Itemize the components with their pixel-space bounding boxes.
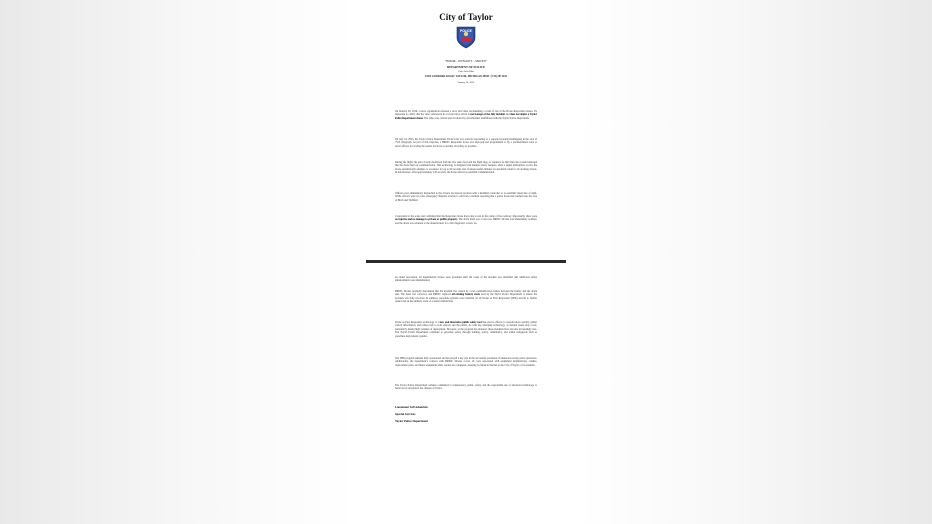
paragraph-7: BRINC Drones promptly determined that the incident was caused by a rare communication failure between the battery and the drone unit. The issue was corrected, and BRINC replaced all existing battery stock used by the Taylor Police Department to ensure the problem was fully resolved. In addition, parachute systems were installed on all Drone as First Responder (DFR) aircraft to further reduce risk in the unlikely event of a future malfunction. <box>395 290 537 304</box>
motto: "HONOR…INTEGRITY…SERVICE" <box>444 60 488 63</box>
letter-page-2 <box>366 263 566 524</box>
chief-name: Chief John Blair <box>458 70 474 73</box>
paragraph-4: Officers were immediately dispatched to the drone's last known location with a handheld controller to re-establish visual line of sight. While officers were en route, emergency dispatch received a call from a resident reporting that a police drone had crashed near the area of Birch and Wohlfeil. <box>395 192 537 202</box>
paragraph-10: The Taylor Police Department remains committed to transparency, public safety, and the responsible use of advanced technology to better serve and protect the citizens of Taylor. <box>395 384 537 391</box>
letter-date: January 30, 2026 <box>457 81 475 84</box>
department-name: DEPARTMENT OF POLICE <box>446 65 485 69</box>
paragraph-6: an added precaution, all departmental drones were grounded until the cause of the incident was identified and additional safety enhancements were implemented. <box>395 276 537 283</box>
signature-unit: Special Services <box>395 412 416 416</box>
paragraph-8: Drone as First Responder technology is a new and innovative public safety tool that allows officers to respond more quickly, gather critical information, and reduce risk to both officers and the public. As with any emerging technology, occasional issues may occur, particularly during high volumes of deployment. However, as the program has matured, these incidents have become increasingly rare. The Taylor Police Department continues to prioritize safety through training, policy, redundancy, and added safeguards such as parachute deployment systems. <box>395 321 537 338</box>
paragraph-1: On January 30, 2026, a news organization released a story and video documenting a crash of one of the Drone Responder drones. It's important to clarify that the video referenced in a recent news article is not footage of the July incident and does not depict a Taylor Police Department drone. The video was created and circulated by an individual unaffiliated with the Taylor Police Department. <box>395 110 537 120</box>
paragraph-2: On July 18, 2025, the Taylor Police Department Drone Unit was actively responding to a reported potential kidnapping in the area of 7555 Telegraph. As part of this response, a BRINC Responder drone was deployed and programmed to fly a predetermined route to assist officers in locating the parties involved as quickly and safely as possible. <box>395 138 537 148</box>
signature-department: Taylor Police Department <box>395 419 428 423</box>
city-title: City of Taylor <box>439 12 493 22</box>
paragraph-3: During the flight, the pilot closely monitored both the live video feed and the flight map, as required. At that time, the system indicated that the drone had lost communication. This technology is designed with multiple safety features; when a signal interruption occurs, the drone automatically attempts to reconnect for up to 90 seconds and, if unsuccessful, initiates an automatic return to its docking station. In this instance, after approximately 120 seconds, the drone did not re-establish communication. <box>395 161 537 175</box>
letter-page-1 <box>366 0 566 260</box>
police-badge-icon <box>455 25 477 49</box>
paragraph-5: I responded to the scene and confirmed that the Responder drone had come to rest in the center of the roadway. Importantly, there were no injuries and no damage to private or public property. The drone itself was a total loss. BRINC Drones was immediately notified, and the drone was returned to the manufacturer for a full diagnostic review. As <box>395 215 537 225</box>
badge-text: POLICE <box>460 29 472 34</box>
signature-name: Lieutenant Jeff Adamisin <box>395 405 428 409</box>
paragraph-9: The DFR program remains fully operational and has played a key role in the successful resolution of numerous recent police operations. Additionally, the department's contract with BRINC Drones covers all costs associated with equipment malfunctions, crashes, replacement parts, and future equipment while repairs are completed, ensuring no financial burden to the City of Taylor or its residents. <box>395 357 537 367</box>
address-line: 23555 GODDARD ROAD • TAYLOR, MICHIGAN 48180 • (734) 287-6611 <box>424 75 508 78</box>
